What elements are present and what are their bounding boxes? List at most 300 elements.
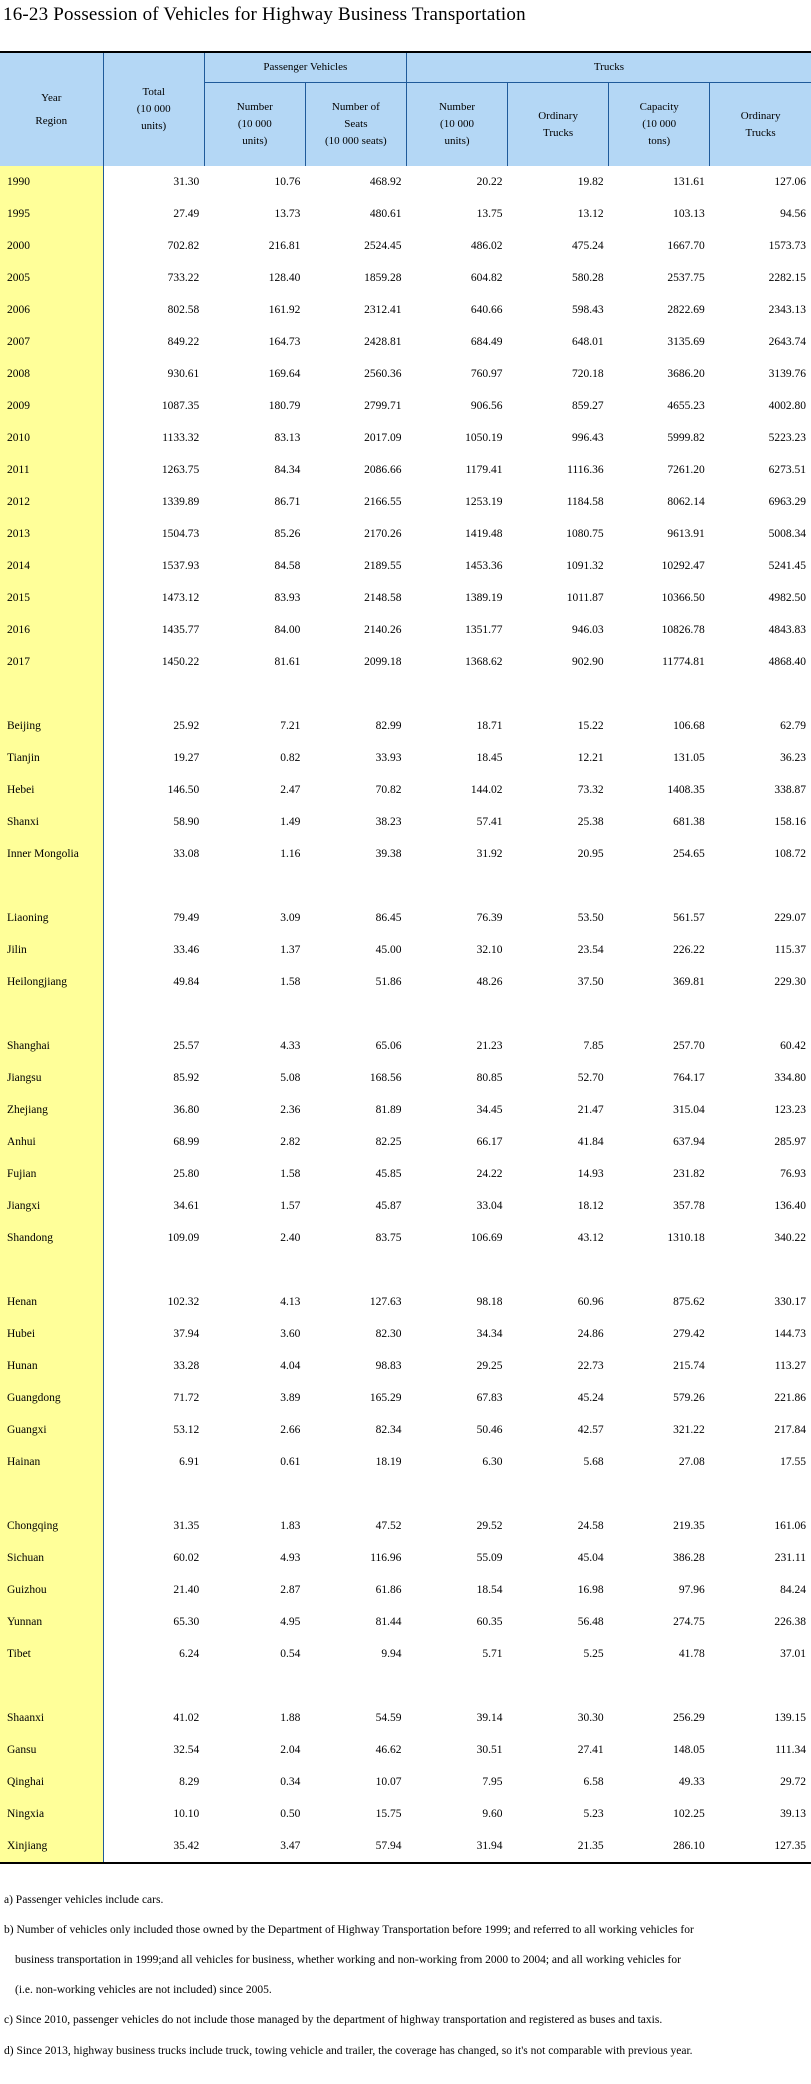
data-cell: 70.82 xyxy=(375,784,402,796)
data-cell: 46.62 xyxy=(375,1744,402,1756)
data-cell: 115.37 xyxy=(774,944,806,956)
data-cell: 1184.58 xyxy=(566,496,604,508)
data-cell: 45.87 xyxy=(375,1200,402,1212)
data-cell: 640.66 xyxy=(470,304,503,316)
data-cell: 6.91 xyxy=(179,1456,200,1468)
data-cell: 285.97 xyxy=(774,1136,806,1148)
data-cell: 4.33 xyxy=(280,1040,301,1052)
data-cell: 1.83 xyxy=(280,1520,301,1532)
data-cell: 76.93 xyxy=(780,1168,806,1180)
data-cell: 3686.20 xyxy=(667,368,705,380)
data-cell: 106.69 xyxy=(470,1232,503,1244)
data-cell: 1.58 xyxy=(280,1168,301,1180)
data-cell: 158.16 xyxy=(774,816,806,828)
spacer-cell xyxy=(305,1670,406,1702)
header-pv-seats-line3: (10 000 seats) xyxy=(325,135,387,147)
data-cell: 6.24 xyxy=(179,1648,200,1660)
spacer-cell xyxy=(710,870,811,902)
spacer-cell xyxy=(305,678,406,710)
table-row xyxy=(0,294,811,326)
table-row xyxy=(0,1158,811,1190)
data-cell: 60.02 xyxy=(173,1552,200,1564)
data-cell: 83.75 xyxy=(375,1232,402,1244)
table-row xyxy=(0,646,811,678)
data-cell: 13.73 xyxy=(274,208,301,220)
table-row xyxy=(0,1734,811,1766)
data-cell: 468.92 xyxy=(369,176,402,188)
spacer-cell xyxy=(406,870,507,902)
header-tr-capacity-line2: (10 000 xyxy=(642,118,677,130)
data-cell: 256.29 xyxy=(673,1712,705,1724)
data-cell: 1667.70 xyxy=(667,240,705,252)
data-cell: 2.40 xyxy=(280,1232,301,1244)
table-row xyxy=(0,1094,811,1126)
data-cell: 2537.75 xyxy=(667,272,705,284)
data-cell: 18.71 xyxy=(476,720,503,732)
data-cell: 5.68 xyxy=(583,1456,604,1468)
data-cell: 1253.19 xyxy=(465,496,503,508)
data-cell: 2.47 xyxy=(280,784,301,796)
row-label: Zhejiang xyxy=(0,1094,103,1126)
data-cell: 146.50 xyxy=(167,784,200,796)
table-row xyxy=(0,326,811,358)
data-cell: 2282.15 xyxy=(768,272,806,284)
header-tr-ordinary-line1: Ordinary xyxy=(538,109,578,122)
data-cell: 73.32 xyxy=(577,784,604,796)
header-tr-ordinary-capacity xyxy=(710,83,811,167)
data-cell: 0.61 xyxy=(280,1456,301,1468)
vehicles-table xyxy=(0,51,811,1864)
data-cell: 45.00 xyxy=(375,944,402,956)
header-tr-number-line1: Number xyxy=(438,101,476,113)
data-cell: 4868.40 xyxy=(768,656,806,668)
data-cell: 231.82 xyxy=(673,1168,705,1180)
data-cell: 41.78 xyxy=(678,1648,705,1660)
data-cell: 2.87 xyxy=(280,1584,301,1596)
data-cell: 1116.36 xyxy=(567,464,604,476)
data-cell: 106.68 xyxy=(673,720,705,732)
data-cell: 1408.35 xyxy=(667,784,705,796)
spacer-row xyxy=(0,1478,811,1510)
row-label: Guangxi xyxy=(0,1414,103,1446)
data-cell: 25.38 xyxy=(577,816,604,828)
row-label: Hainan xyxy=(0,1446,103,1478)
data-cell: 5.08 xyxy=(280,1072,301,1084)
data-cell: 4843.83 xyxy=(768,624,806,636)
header-pv-number xyxy=(204,83,305,167)
data-cell: 25.80 xyxy=(173,1168,200,1180)
data-cell: 2428.81 xyxy=(364,336,402,348)
data-cell: 1453.36 xyxy=(465,560,503,572)
data-cell: 2148.58 xyxy=(364,592,402,604)
data-cell: 24.86 xyxy=(577,1328,604,1340)
data-cell: 7.85 xyxy=(583,1040,604,1052)
data-cell: 52.70 xyxy=(577,1072,604,1084)
data-cell: 340.22 xyxy=(774,1232,806,1244)
table-row xyxy=(0,1414,811,1446)
spacer-cell xyxy=(204,998,305,1030)
data-cell: 18.12 xyxy=(577,1200,604,1212)
data-cell: 648.01 xyxy=(572,336,604,348)
data-cell: 127.35 xyxy=(710,1830,811,1863)
table-row xyxy=(0,710,811,742)
data-cell: 849.22 xyxy=(167,336,200,348)
data-cell: 47.52 xyxy=(375,1520,402,1532)
spacer-row xyxy=(0,998,811,1030)
data-cell: 38.23 xyxy=(375,816,402,828)
data-cell: 3139.76 xyxy=(768,368,806,380)
data-cell: 68.99 xyxy=(173,1136,200,1148)
data-cell: 1368.62 xyxy=(465,656,503,668)
data-cell: 2099.18 xyxy=(364,656,402,668)
table-row xyxy=(0,1542,811,1574)
row-label: Hunan xyxy=(0,1350,103,1382)
data-cell: 1473.12 xyxy=(161,592,200,604)
header-tr-capacity-line1: Capacity xyxy=(639,101,679,113)
footnote-line: (i.e. non-working vehicles are not included) since 2005. xyxy=(15,1984,272,1996)
table-row xyxy=(0,1766,811,1798)
table-row xyxy=(0,166,811,198)
data-cell: 637.94 xyxy=(673,1136,705,1148)
data-cell: 216.81 xyxy=(268,240,301,252)
data-cell: 681.38 xyxy=(673,816,705,828)
data-cell: 13.12 xyxy=(577,208,604,220)
row-label: Yunnan xyxy=(0,1606,103,1638)
row-label: Shaanxi xyxy=(0,1702,103,1734)
table-row xyxy=(0,1062,811,1094)
table-row xyxy=(0,1638,811,1670)
data-cell: 1859.28 xyxy=(364,272,402,284)
table-row xyxy=(0,1574,811,1606)
spacer-cell xyxy=(508,678,609,710)
data-cell: 148.05 xyxy=(673,1744,705,1756)
data-cell: 1263.75 xyxy=(161,464,200,476)
data-cell: 10292.47 xyxy=(661,560,705,572)
data-cell: 164.73 xyxy=(268,336,301,348)
data-cell: 49.84 xyxy=(173,976,200,988)
data-cell: 65.06 xyxy=(375,1040,402,1052)
data-cell: 1310.18 xyxy=(667,1232,705,1244)
row-label: Chongqing xyxy=(0,1510,103,1542)
data-cell: 580.28 xyxy=(572,272,604,284)
data-cell: 24.58 xyxy=(577,1520,604,1532)
header-tr-ordinary-line2: Trucks xyxy=(543,126,574,139)
data-cell: 338.87 xyxy=(774,784,806,796)
data-cell: 20.95 xyxy=(577,848,604,860)
data-cell: 56.48 xyxy=(577,1616,604,1628)
table-row xyxy=(0,1030,811,1062)
data-cell: 128.40 xyxy=(268,272,301,284)
data-cell: 1091.32 xyxy=(566,560,604,572)
data-cell: 84.24 xyxy=(780,1584,806,1596)
data-cell: 6.58 xyxy=(583,1776,604,1788)
data-cell: 53.12 xyxy=(173,1424,200,1436)
data-cell: 760.97 xyxy=(470,368,503,380)
data-cell: 2524.45 xyxy=(364,240,402,252)
spacer-row xyxy=(0,678,811,710)
data-cell: 60.42 xyxy=(780,1040,806,1052)
spacer-cell xyxy=(204,1670,305,1702)
row-label: 2014 xyxy=(0,550,103,582)
data-cell: 15.22 xyxy=(577,720,604,732)
data-cell: 37.50 xyxy=(577,976,604,988)
data-cell: 1.88 xyxy=(280,1712,301,1724)
data-cell: 31.35 xyxy=(173,1520,200,1532)
data-cell: 94.56 xyxy=(780,208,806,220)
data-cell: 39.13 xyxy=(780,1808,806,1820)
data-cell: 55.09 xyxy=(476,1552,503,1564)
data-cell: 16.98 xyxy=(577,1584,604,1596)
spacer-cell xyxy=(406,1478,507,1510)
data-cell: 66.17 xyxy=(476,1136,503,1148)
data-cell: 45.04 xyxy=(577,1552,604,1564)
data-cell: 97.96 xyxy=(678,1584,705,1596)
spacer-cell xyxy=(710,998,811,1030)
header-tr-capacity xyxy=(609,83,710,167)
data-cell: 1080.75 xyxy=(566,528,604,540)
row-label: Anhui xyxy=(0,1126,103,1158)
header-pv-seats-line1: Number of xyxy=(331,101,380,113)
data-cell: 4.93 xyxy=(280,1552,301,1564)
row-label: Jiangsu xyxy=(0,1062,103,1094)
data-cell: 86.45 xyxy=(375,912,402,924)
spacer-cell xyxy=(508,1478,609,1510)
data-cell: 1537.93 xyxy=(161,560,200,572)
data-cell: 2086.66 xyxy=(364,464,402,476)
data-cell: 254.65 xyxy=(673,848,705,860)
data-cell: 102.25 xyxy=(673,1808,705,1820)
spacer-cell xyxy=(406,998,507,1030)
spacer-cell xyxy=(103,1254,204,1286)
data-cell: 1.37 xyxy=(280,944,301,956)
data-cell: 45.85 xyxy=(375,1168,402,1180)
data-cell: 31.94 xyxy=(406,1830,507,1863)
data-cell: 81.44 xyxy=(375,1616,402,1628)
row-label: Heilongjiang xyxy=(0,966,103,998)
row-label: 2008 xyxy=(0,358,103,390)
data-cell: 996.43 xyxy=(572,432,604,444)
header-pv-number-line3: units) xyxy=(242,135,268,147)
data-cell: 720.18 xyxy=(572,368,604,380)
row-label: Hebei xyxy=(0,774,103,806)
table-row xyxy=(0,934,811,966)
data-cell: 4.13 xyxy=(280,1296,301,1308)
table-row xyxy=(0,902,811,934)
data-cell: 604.82 xyxy=(470,272,503,284)
spacer-cell xyxy=(204,1478,305,1510)
data-cell: 19.27 xyxy=(173,752,200,764)
row-label: Guangdong xyxy=(0,1382,103,1414)
data-cell: 217.84 xyxy=(774,1424,806,1436)
row-label: Fujian xyxy=(0,1158,103,1190)
table-row xyxy=(0,422,811,454)
header-pv-seats-line2: Seats xyxy=(344,118,368,130)
spacer-cell xyxy=(103,678,204,710)
spacer-cell xyxy=(508,1670,609,1702)
table-row xyxy=(0,1798,811,1830)
data-cell: 49.33 xyxy=(678,1776,705,1788)
data-cell: 10.10 xyxy=(173,1808,200,1820)
data-cell: 15.75 xyxy=(375,1808,402,1820)
data-cell: 84.34 xyxy=(274,464,301,476)
data-cell: 19.82 xyxy=(577,176,604,188)
data-cell: 1133.32 xyxy=(162,432,200,444)
data-cell: 13.75 xyxy=(476,208,503,220)
data-cell: 144.73 xyxy=(774,1328,806,1340)
data-cell: 0.34 xyxy=(280,1776,301,1788)
data-cell: 7.21 xyxy=(280,720,301,732)
row-label: Tianjin xyxy=(0,742,103,774)
spacer-cell xyxy=(0,678,103,710)
data-cell: 131.61 xyxy=(673,176,705,188)
row-label: Gansu xyxy=(0,1734,103,1766)
data-cell: 1504.73 xyxy=(161,528,200,540)
data-cell: 82.34 xyxy=(375,1424,402,1436)
data-cell: 2170.26 xyxy=(364,528,402,540)
data-cell: 34.45 xyxy=(476,1104,503,1116)
table-row xyxy=(0,1222,811,1254)
row-label: 2013 xyxy=(0,518,103,550)
table-row xyxy=(0,262,811,294)
data-cell: 31.92 xyxy=(476,848,503,860)
data-cell: 29.72 xyxy=(780,1776,806,1788)
data-cell: 60.35 xyxy=(476,1616,503,1628)
table-row xyxy=(0,582,811,614)
data-cell: 930.61 xyxy=(167,368,200,380)
header-region: Region xyxy=(35,114,68,127)
data-cell: 2189.55 xyxy=(364,560,402,572)
data-cell: 25.92 xyxy=(173,720,200,732)
data-cell: 139.15 xyxy=(774,1712,806,1724)
table-body xyxy=(0,166,811,1863)
data-cell: 5.23 xyxy=(583,1808,604,1820)
data-cell: 229.07 xyxy=(774,912,806,924)
data-cell: 18.45 xyxy=(476,752,503,764)
table-row xyxy=(0,454,811,486)
spacer-cell xyxy=(609,1670,710,1702)
data-cell: 2140.26 xyxy=(364,624,402,636)
data-cell: 1.16 xyxy=(280,848,301,860)
data-cell: 4002.80 xyxy=(768,400,806,412)
data-cell: 9.94 xyxy=(381,1648,402,1660)
data-cell: 76.39 xyxy=(476,912,503,924)
footnote-line: d) Since 2013, highway business trucks include truck, towing vehicle and trailer, the coverage has changed, so it's not comparable with previous year. xyxy=(4,2045,693,2057)
data-cell: 111.34 xyxy=(775,1744,806,1756)
data-cell: 83.13 xyxy=(274,432,301,444)
data-cell: 62.79 xyxy=(780,720,806,732)
footnote-line: b) Number of vehicles only included those owned by the Department of Highway Transportation before 1999; and referred to all working vehicles for xyxy=(4,1924,694,1936)
spacer-cell xyxy=(609,678,710,710)
data-cell: 123.23 xyxy=(774,1104,806,1116)
data-cell: 1.58 xyxy=(280,976,301,988)
row-label: Ningxia xyxy=(0,1798,103,1830)
spacer-cell xyxy=(609,1254,710,1286)
data-cell: 84.00 xyxy=(274,624,301,636)
data-cell: 61.86 xyxy=(375,1584,402,1596)
data-cell: 21.35 xyxy=(508,1830,609,1863)
data-cell: 2166.55 xyxy=(364,496,402,508)
row-label: 1995 xyxy=(0,198,103,230)
data-cell: 2643.74 xyxy=(768,336,806,348)
row-label: 2011 xyxy=(0,454,103,486)
data-cell: 3.60 xyxy=(280,1328,301,1340)
data-cell: 30.51 xyxy=(476,1744,503,1756)
data-cell: 85.92 xyxy=(173,1072,200,1084)
data-cell: 45.24 xyxy=(577,1392,604,1404)
data-cell: 116.96 xyxy=(370,1552,402,1564)
spacer-cell xyxy=(406,1670,507,1702)
data-cell: 8.29 xyxy=(179,1776,200,1788)
data-cell: 1179.41 xyxy=(465,464,503,476)
data-cell: 2799.71 xyxy=(364,400,402,412)
data-cell: 0.82 xyxy=(280,752,301,764)
data-cell: 109.09 xyxy=(167,1232,200,1244)
data-cell: 2560.36 xyxy=(364,368,402,380)
data-cell: 215.74 xyxy=(673,1360,705,1372)
data-cell: 1450.22 xyxy=(161,656,200,668)
data-cell: 1050.19 xyxy=(465,432,503,444)
data-cell: 81.89 xyxy=(375,1104,402,1116)
data-cell: 41.84 xyxy=(577,1136,604,1148)
data-cell: 33.08 xyxy=(173,848,200,860)
spacer-cell xyxy=(204,1254,305,1286)
data-cell: 486.02 xyxy=(470,240,503,252)
row-label: Sichuan xyxy=(0,1542,103,1574)
header-year: Year xyxy=(41,91,62,104)
header-year-region xyxy=(0,52,103,166)
table-row xyxy=(0,1382,811,1414)
spacer-cell xyxy=(710,1478,811,1510)
data-cell: 4.04 xyxy=(280,1360,301,1372)
data-cell: 65.30 xyxy=(173,1616,200,1628)
data-cell: 127.06 xyxy=(774,176,806,188)
data-cell: 274.75 xyxy=(673,1616,705,1628)
data-cell: 1419.48 xyxy=(465,528,503,540)
row-label: Shanxi xyxy=(0,806,103,838)
data-cell: 5.71 xyxy=(482,1648,503,1660)
data-cell: 32.10 xyxy=(476,944,503,956)
row-label: Xinjiang xyxy=(0,1830,103,1863)
data-cell: 37.01 xyxy=(780,1648,806,1660)
data-cell: 33.93 xyxy=(375,752,402,764)
footnote-line: a) Passenger vehicles include cars. xyxy=(4,1894,164,1906)
data-cell: 168.56 xyxy=(369,1072,402,1084)
spacer-cell xyxy=(609,1478,710,1510)
data-cell: 802.58 xyxy=(167,304,200,316)
data-cell: 10366.50 xyxy=(661,592,705,604)
data-cell: 53.50 xyxy=(577,912,604,924)
data-cell: 54.59 xyxy=(375,1712,402,1724)
table-row xyxy=(0,518,811,550)
data-cell: 51.86 xyxy=(375,976,402,988)
data-cell: 25.57 xyxy=(173,1040,200,1052)
data-cell: 8062.14 xyxy=(667,496,705,508)
page-title: 16-23 Possession of Vehicles for Highway Business Transportation xyxy=(3,4,526,25)
spacer-row xyxy=(0,870,811,902)
spacer-cell xyxy=(204,678,305,710)
data-cell: 37.94 xyxy=(173,1328,200,1340)
data-cell: 1351.77 xyxy=(465,624,503,636)
data-cell: 144.02 xyxy=(470,784,503,796)
data-cell: 27.08 xyxy=(678,1456,705,1468)
data-cell: 2.36 xyxy=(280,1104,301,1116)
data-cell: 357.78 xyxy=(673,1200,705,1212)
data-cell: 34.61 xyxy=(173,1200,200,1212)
table-row xyxy=(0,1126,811,1158)
spacer-cell xyxy=(609,998,710,1030)
data-cell: 2.04 xyxy=(280,1744,301,1756)
row-label: Inner Mongolia xyxy=(0,838,103,870)
